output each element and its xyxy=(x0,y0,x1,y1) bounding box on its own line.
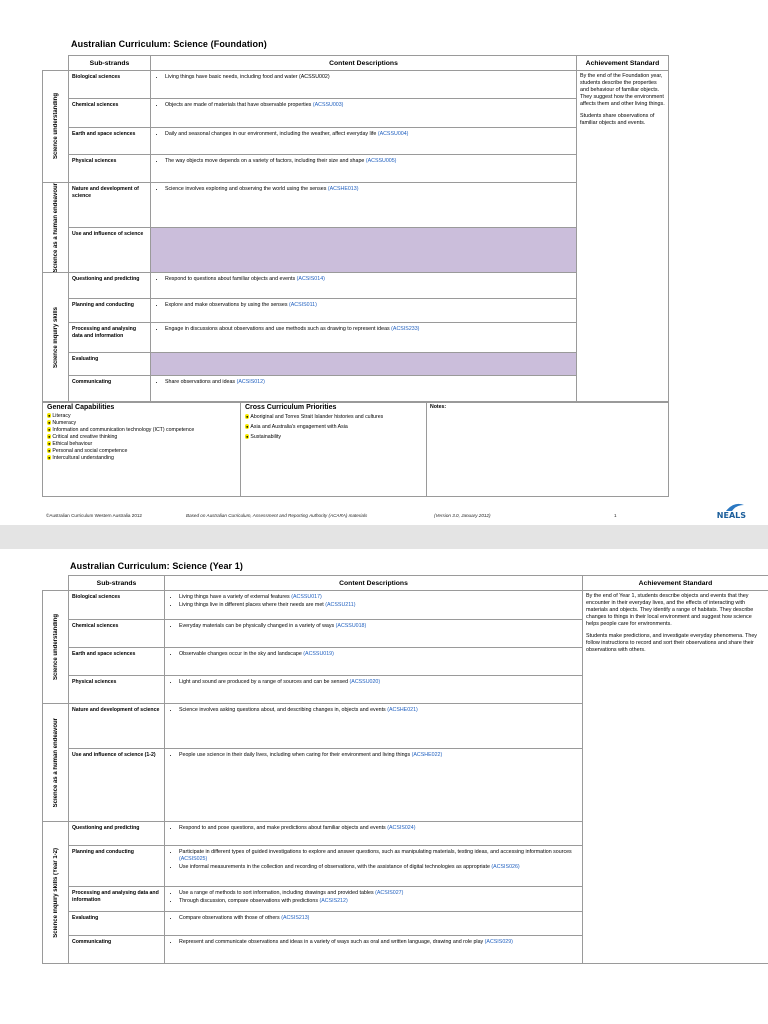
content-description: • Explore and make observations by using the senses (ACSIS011) xyxy=(151,299,577,323)
footer-version: (Version 3.0, January 2012) xyxy=(434,513,491,518)
sub-strand-label: Use and influence of science (1-2) xyxy=(69,749,165,822)
header-sub-strands: Sub-strands xyxy=(69,576,165,591)
neals-logo: NEALS xyxy=(704,501,748,523)
sub-strand-label: Nature and development of science xyxy=(69,704,165,749)
capability-item: ● Literacy xyxy=(47,413,240,420)
page-separator xyxy=(0,525,768,549)
empty-shaded-cell xyxy=(151,228,577,273)
sub-strand-label: Questioning and predicting xyxy=(69,273,151,299)
sub-strand-label: Chemical sciences xyxy=(69,620,165,648)
footer-copyright: ©Australian Curriculum Western Australia 2012 xyxy=(46,513,142,518)
document-page-2 xyxy=(0,549,768,1024)
strand-science-inquiry-skills: Science inquiry skills xyxy=(43,273,69,403)
capability-item: ● Intercultural understanding xyxy=(47,455,240,462)
content-description: • Living things have basic needs, including food and water (ACSSU002) xyxy=(151,71,577,99)
content-description: • Objects are made of materials that have observable properties (ACSSU003) xyxy=(151,99,577,128)
content-description: • Engage in discussions about observations and use methods such as drawing to represent ideas (ACSIS233) xyxy=(151,323,577,353)
sub-strand-label: Processing and analysing data and information xyxy=(69,323,151,353)
capability-item: ● Information and communication technology (ICT) competence xyxy=(47,427,240,434)
header-content-descriptions: Content Descriptions xyxy=(151,56,577,71)
capability-item: ● Numeracy xyxy=(47,420,240,427)
sub-strand-label: Communicating xyxy=(69,376,151,403)
footer-source: Based on Australian Curriculum, Assessment and Reporting Authority (ACARA) materials xyxy=(186,513,368,518)
sub-strand-label: Planning and conducting xyxy=(69,299,151,323)
strand-science-understanding: Science understanding xyxy=(43,71,69,183)
sub-strand-label: Planning and conducting xyxy=(69,846,165,887)
sub-strand-label: Chemical sciences xyxy=(69,99,151,128)
sub-strand-label: Questioning and predicting xyxy=(69,822,165,846)
empty-shaded-cell xyxy=(151,353,577,376)
content-description: • Represent and communicate observations and ideas in a variety of ways such as oral and written language, drawing and role play (ACSIS029) xyxy=(165,936,583,964)
curriculum-table xyxy=(42,55,669,403)
content-description: • Participate in different types of guided investigations to explore and answer questions, such as manipulating materials, testing ideas, and accessing information sources (ACSIS025) • Use informal measurements in the collection and recording of observations, with the assistance of digital technologies as appropriate (ACSIS026) xyxy=(165,846,583,887)
content-description: • Daily and seasonal changes in our environment, including the weather, affect everyday life (ACSSU004) xyxy=(151,128,577,155)
strand-science-understanding: Science understanding xyxy=(43,591,69,704)
sub-strand-label: Processing and analysing data and information xyxy=(69,887,165,912)
content-description: • The way objects move depends on a variety of factors, including their size and shape (ACSSU005) xyxy=(151,155,577,183)
content-description: • Use a range of methods to sort information, including drawings and provided tables (ACSIS027) • Through discussion, compare observations with predictions (ACSIS212) xyxy=(165,887,583,912)
header-sub-strands: Sub-strands xyxy=(69,56,151,71)
priority-item: ● Sustainability xyxy=(245,433,426,443)
content-description: • Science involves exploring and observing the world using the senses (ACSHE013) xyxy=(151,183,577,228)
sub-strand-label: Biological sciences xyxy=(69,71,151,99)
curriculum-table xyxy=(42,575,768,964)
content-description: • Share observations and ideas (ACSIS012) xyxy=(151,376,577,403)
sub-strand-label: Earth and space sciences xyxy=(69,128,151,155)
priority-item: ● Aboriginal and Torres Strait Islander histories and cultures xyxy=(245,413,426,423)
content-description: • Living things have a variety of external features (ACSSU017) • Living things live in different places where their needs are met (ACSSU211) xyxy=(165,591,583,620)
sub-strand-label: Physical sciences xyxy=(69,155,151,183)
capability-item: ● Critical and creative thinking xyxy=(47,434,240,441)
content-description: • Observable changes occur in the sky and landscape (ACSSU019) xyxy=(165,648,583,676)
page-title: Australian Curriculum: Science (Foundation) xyxy=(71,39,267,49)
strand-science-human-endeavour: Science as a human endeavour xyxy=(43,704,69,822)
content-description: • Light and sound are produced by a range of sources and can be sensed (ACSSU020) xyxy=(165,676,583,704)
capabilities-table xyxy=(42,401,669,497)
header-achievement-standard: Achievement Standard xyxy=(577,56,669,71)
achievement-standard: By the end of the Foundation year, students describe the properties and behaviour of familiar objects. They suggest how the environment affects them and other living things. Students share observations of familiar objects and events. xyxy=(577,71,669,403)
content-description: • Respond to questions about familiar objects and events (ACSIS014) xyxy=(151,273,577,299)
strand-science-human-endeavour: Science as a human endeavour xyxy=(43,183,69,273)
sub-strand-label: Use and influence of science xyxy=(69,228,151,273)
general-capabilities: General Capabilities ● Literacy ● Numeracy ● Information and communication technology (ICT) competence ● Critical and creative thinking ● Ethical behaviour ● Personal and social competence ● Intercultural understanding xyxy=(43,402,241,497)
cross-curriculum-priorities: Cross Curriculum Priorities ● Aboriginal and Torres Strait Islander histories and cultures ● Asia and Australia's engagement with Asia ● Sustainability xyxy=(241,402,427,497)
sub-strand-label: Evaluating xyxy=(69,912,165,936)
content-description: • Everyday materials can be physically changed in a variety of ways (ACSSU018) xyxy=(165,620,583,648)
capability-item: ● Personal and social competence xyxy=(47,448,240,455)
sub-strand-label: Biological sciences xyxy=(69,591,165,620)
content-description: • Respond to and pose questions, and make predictions about familiar objects and events (ACSIS024) xyxy=(165,822,583,846)
footer-page-number: 1 xyxy=(614,513,617,518)
achievement-standard: By the end of Year 1, students describe objects and events that they encounter in their everyday lives, and the effects of interacting with materials and objects. They identify a range of habitats. They describe changes to things in their local environment and suggest how science helps people care for environments. Students make predictions, and investigate everyday phenomena. They follow instructions to record and sort their observations and share their observations with others. xyxy=(583,591,768,964)
notes-cell: Notes: xyxy=(427,402,669,497)
page-title: Australian Curriculum: Science (Year 1) xyxy=(70,561,243,571)
capability-item: ● Ethical behaviour xyxy=(47,441,240,448)
content-description: • Science involves asking questions about, and describing changes in, objects and events (ACSHE021) xyxy=(165,704,583,749)
sub-strand-label: Nature and development of science xyxy=(69,183,151,228)
sub-strand-label: Earth and space sciences xyxy=(69,648,165,676)
priority-item: ● Asia and Australia's engagement with Asia xyxy=(245,423,426,433)
header-achievement-standard: Achievement Standard xyxy=(583,576,768,591)
sub-strand-label: Physical sciences xyxy=(69,676,165,704)
sub-strand-label: Evaluating xyxy=(69,353,151,376)
content-description: • People use science in their daily lives, including when caring for their environment and living things (ACSHE022) xyxy=(165,749,583,822)
content-description: • Compare observations with those of others (ACSIS213) xyxy=(165,912,583,936)
strand-science-inquiry-skills: Science inquiry skills (Year 1-2) xyxy=(43,822,69,964)
sub-strand-label: Communicating xyxy=(69,936,165,964)
header-content-descriptions: Content Descriptions xyxy=(165,576,583,591)
